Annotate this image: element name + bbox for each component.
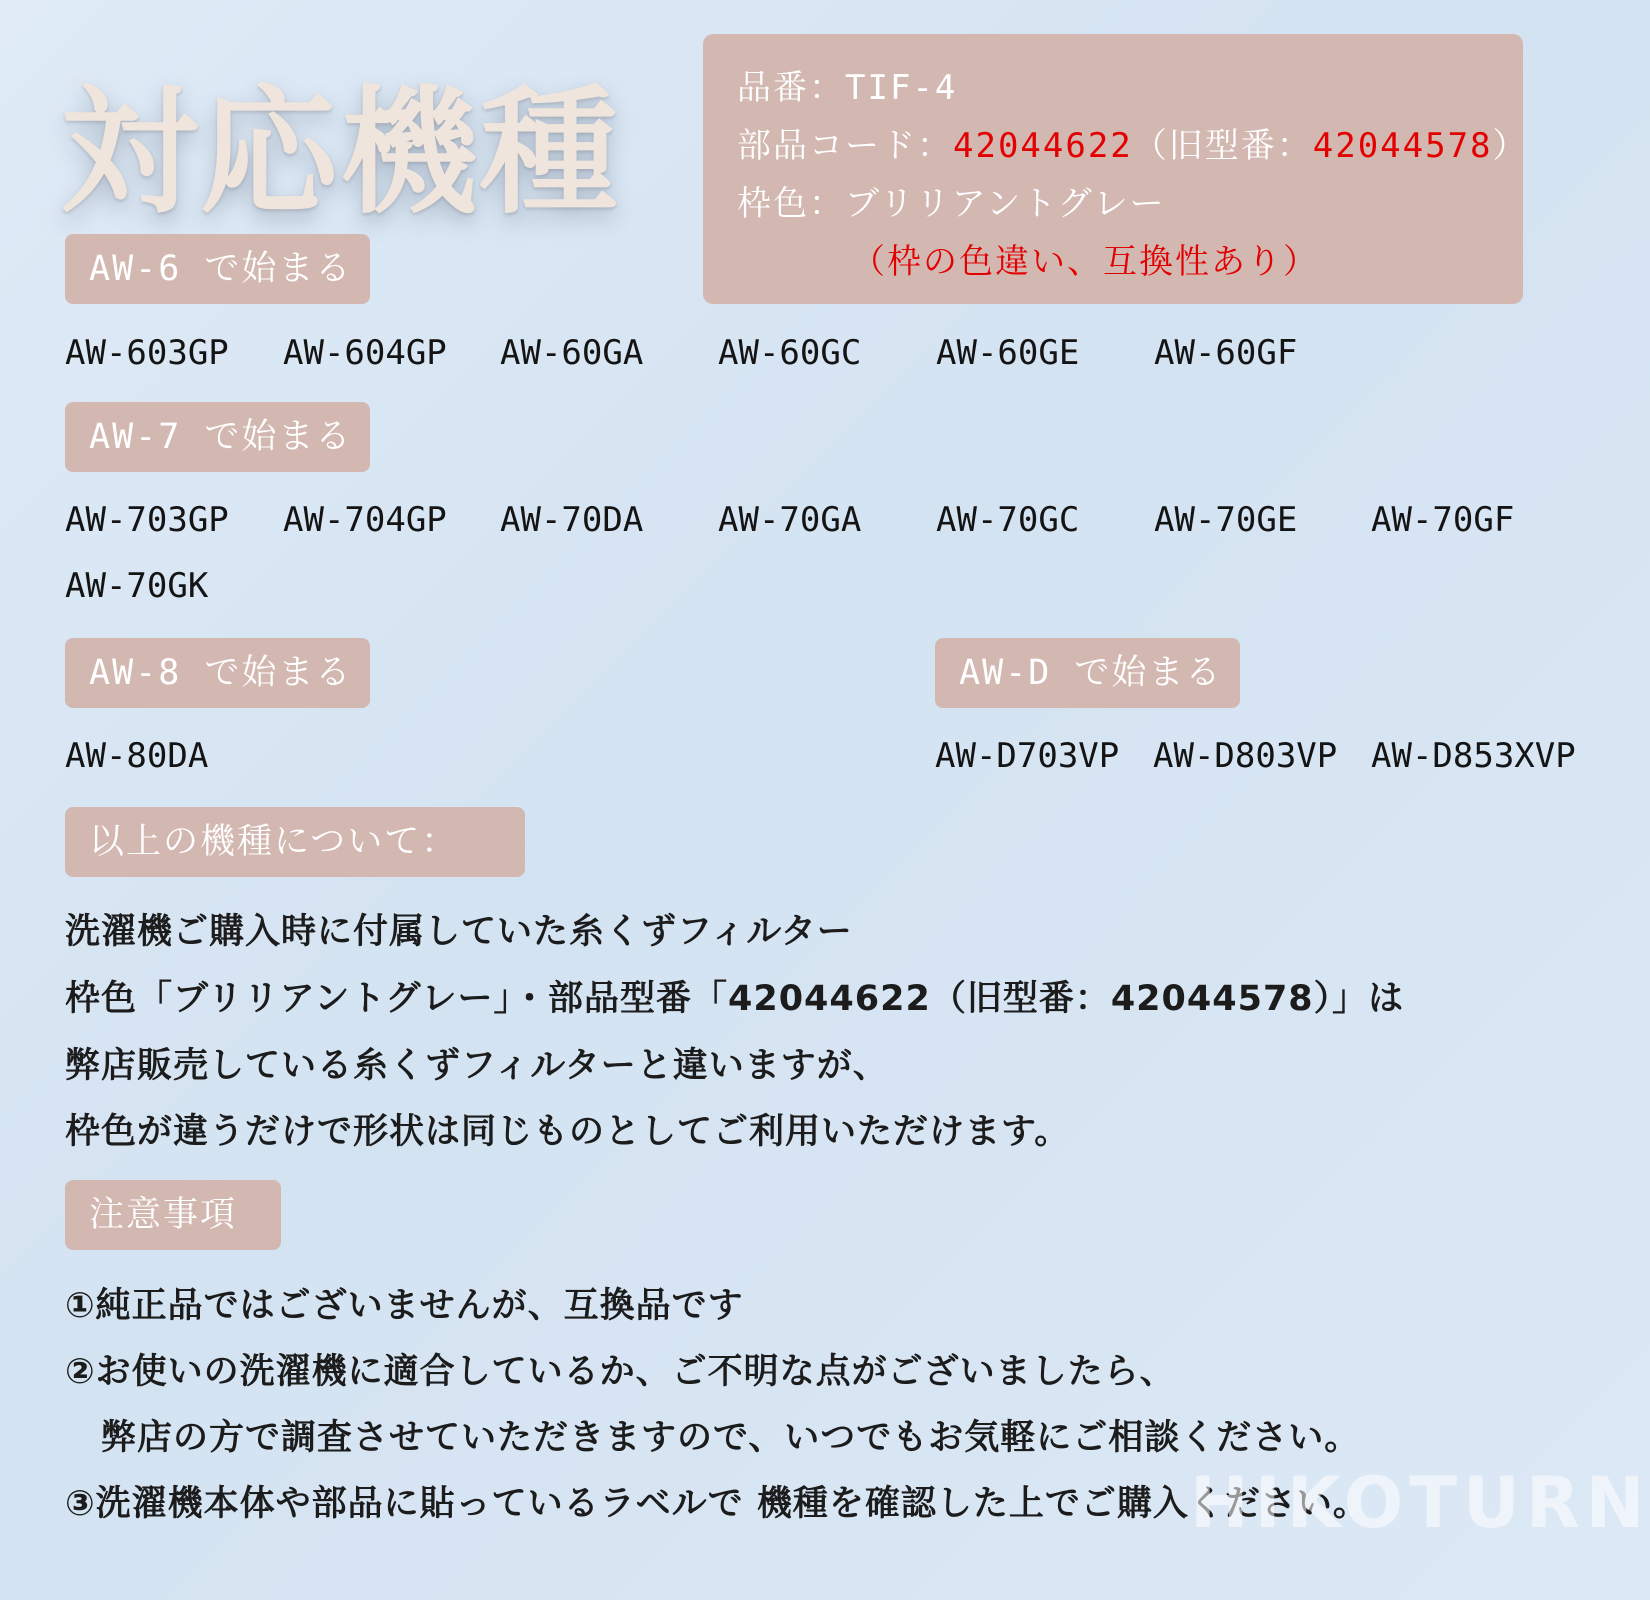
model-item: AW-70GK bbox=[65, 566, 209, 606]
notes-label: 注意事項 bbox=[65, 1180, 281, 1250]
note-line: ③洗濯機本体や部品に貼っているラベルで 機種を確認した上でご購入ください。 bbox=[65, 1484, 1369, 1524]
page-title: 対応機種 bbox=[60, 72, 621, 233]
group-label-aw8: AW-8 で始まる bbox=[65, 638, 370, 708]
about-line: 枠色「ブリリアントグレー」・部品型番「42044622（旧型番：42044578）」は bbox=[65, 979, 1405, 1019]
part-code-line bbox=[737, 118, 1529, 167]
group-label-aw7: AW-7 で始まる bbox=[65, 402, 370, 472]
model-item: AW-D853XVP bbox=[1371, 736, 1576, 776]
model-item: AW-60GA bbox=[500, 333, 644, 373]
old-code-close: ） bbox=[1492, 126, 1529, 166]
brand-watermark: HIKOTURN bbox=[1190, 1462, 1650, 1544]
about-line: 弊店販売している糸くずフィルターと違いますが、 bbox=[65, 1046, 889, 1086]
group-label-awd: AW-D で始まる bbox=[935, 638, 1240, 708]
note-line: ②お使いの洗濯機に適合しているか、ご不明な点がございましたら、 bbox=[65, 1352, 1176, 1392]
model-item: AW-60GE bbox=[936, 333, 1080, 373]
model-item: AW-D703VP bbox=[935, 736, 1120, 776]
note-line: ①純正品ではございませんが、互換品です bbox=[65, 1286, 744, 1326]
part-code-label: 部品コード： bbox=[737, 126, 953, 166]
model-item: AW-60GF bbox=[1154, 333, 1298, 373]
about-label: 以上の機種について： bbox=[65, 807, 525, 877]
model-item: AW-703GP bbox=[65, 500, 229, 540]
compat-note: （枠の色違い、互換性あり） bbox=[851, 242, 1319, 282]
part-number: 品番：TIF-4 bbox=[737, 68, 958, 108]
model-item: AW-80DA bbox=[65, 736, 209, 776]
about-line: 洗濯機ご購入時に付属していた糸くずフィルター bbox=[65, 912, 853, 952]
model-item: AW-D803VP bbox=[1153, 736, 1338, 776]
model-item: AW-704GP bbox=[283, 500, 447, 540]
model-item: AW-603GP bbox=[65, 333, 229, 373]
group-label-aw6: AW-6 で始まる bbox=[65, 234, 370, 304]
model-item: AW-60GC bbox=[718, 333, 862, 373]
note-line: 弊店の方で調査させていただきますので、いつでもお気軽にご相談ください。 bbox=[65, 1418, 1361, 1458]
model-item: AW-70GE bbox=[1154, 500, 1298, 540]
model-item: AW-70GC bbox=[936, 500, 1080, 540]
frame-color: 枠色：ブリリアントグレー bbox=[737, 184, 1166, 224]
old-code-value: 42044578 bbox=[1312, 126, 1493, 166]
model-item: AW-604GP bbox=[283, 333, 447, 373]
model-item: AW-70DA bbox=[500, 500, 644, 540]
model-item: AW-70GA bbox=[718, 500, 862, 540]
about-line: 枠色が違うだけで形状は同じものとしてご利用いただけます。 bbox=[65, 1112, 1071, 1152]
model-item: AW-70GF bbox=[1371, 500, 1515, 540]
old-code-open: （旧型番： bbox=[1132, 126, 1313, 166]
product-info-box bbox=[703, 34, 1529, 304]
part-code-value: 42044622 bbox=[953, 126, 1133, 166]
